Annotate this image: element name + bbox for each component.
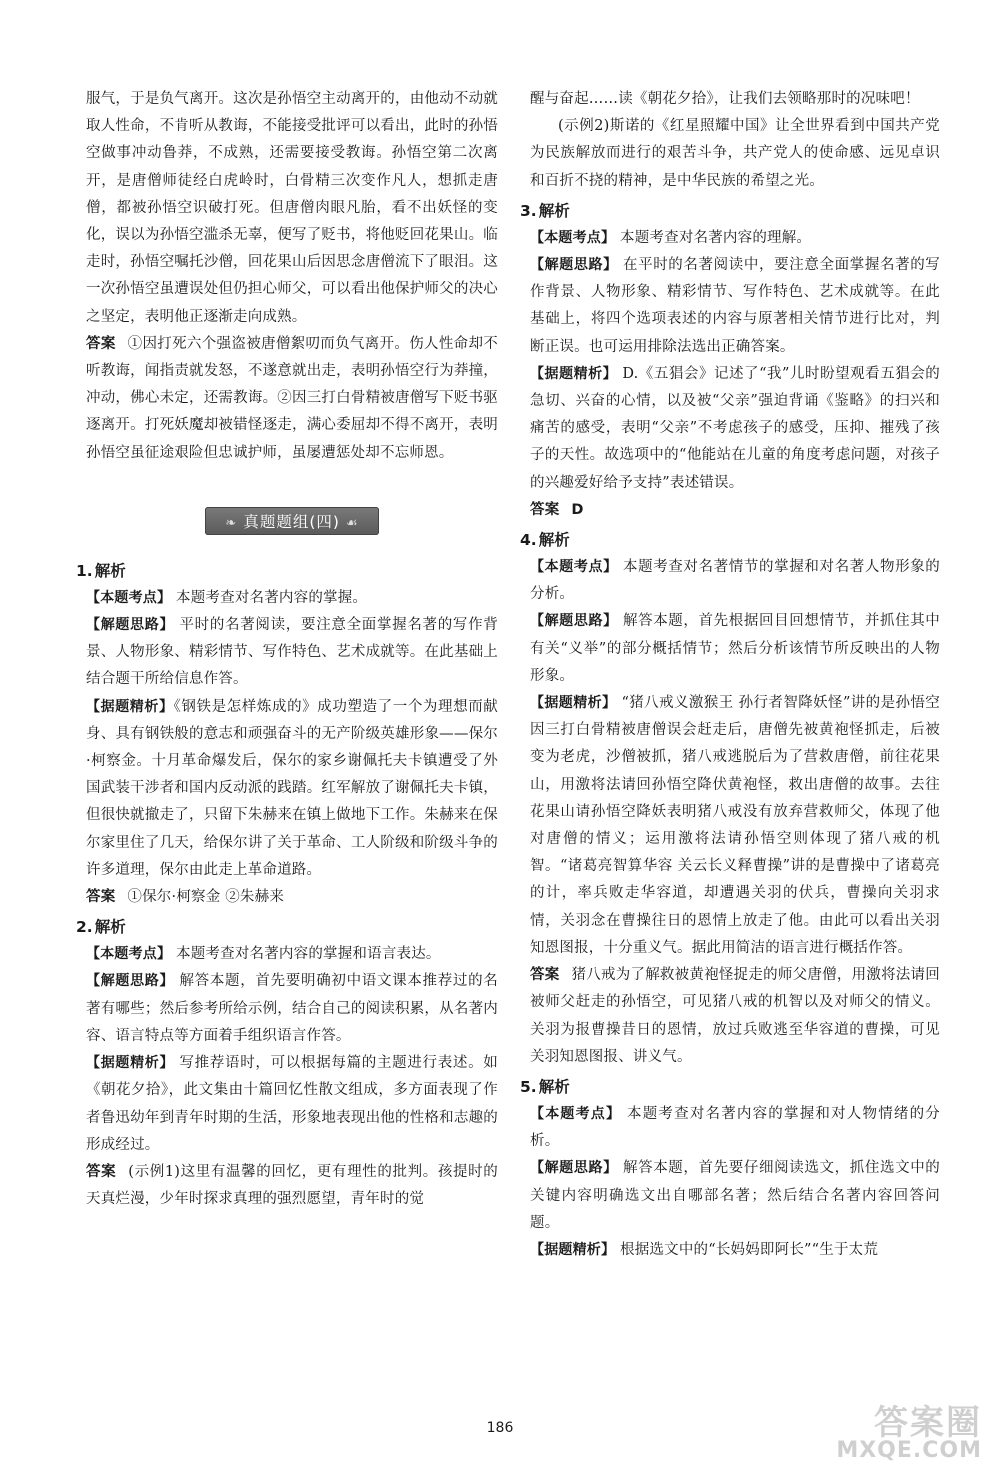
section-banner-box bbox=[205, 507, 378, 535]
q4-heading bbox=[520, 526, 940, 554]
q3-heading bbox=[520, 197, 940, 225]
watermark-logo bbox=[836, 1395, 982, 1463]
q3-silu-text: 在平时的名著阅读中，要注意全面掌握名著的写作背景、人物形象、精彩情节、写作特色、艺术成就等。在此基础上，将四个选项表述的内容与原著相关情节进行比对，判断正误。也可运用排除法选出正确答案。 bbox=[530, 257, 941, 355]
jingxi-label: 【据题精析】 bbox=[86, 698, 174, 715]
q4-silu-text: 解答本题，首先根据回目回想情节，并抓住其中有关“义举”的部分概括情节；然后分析该情节所反映出的人物形象。 bbox=[530, 613, 941, 684]
kaodian-label: 【本题考点】 bbox=[530, 1105, 622, 1122]
answer-label: 答案 bbox=[86, 1163, 117, 1180]
jingxi-label: 【据题精析】 bbox=[530, 365, 618, 382]
q2-example-2: (示例2)斯诺的《红星照耀中国》让全世界看到中国共产党为民族解放而进行的艰苦斗争，共产党人的使命感、远见卓识和百折不挠的精神，是中华民族的希望之光。 bbox=[530, 118, 940, 189]
q2-jingxi bbox=[86, 1050, 498, 1159]
watermark-url: MXQE.COM bbox=[836, 1438, 982, 1463]
q3-jingxi-text: D.《五猖会》记述了“我”儿时盼望观看五猖会的急切、兴奋的心情，以及被“父亲”强迫背诵《鉴略》的扫兴和痛苦的感受，表明“父亲”不考虑孩子的感受，压抑、摧残了孩子的天性。故选项中的“他能站在儿童的角度考虑问题，对孩子的兴趣爱好给予支持”表述错误。 bbox=[530, 365, 940, 491]
q2-answer-continued: 醒与奋起……读《朝花夕拾》，让我们去领略那时的况味吧！ bbox=[530, 91, 920, 107]
q2-answer-text: (示例1)这里有温馨的回忆，更有理性的批判。孩提时的天真烂漫，少年时探求真理的强烈愿望，青年时的觉 bbox=[86, 1163, 498, 1208]
answer-label: 答案 bbox=[530, 501, 560, 518]
q3-number: 3. bbox=[520, 201, 537, 220]
q3-jiexi: 解析 bbox=[538, 201, 570, 220]
q1-answer-text: ①保尔·柯察金 ②朱赫来 bbox=[127, 889, 285, 906]
q5-silu-text: 解答本题，首先要仔细阅读选文，抓住选文中的关键内容明确选文出自哪部名著；然后结合名著内容回答问题。 bbox=[530, 1160, 941, 1231]
kaodian-label: 【本题考点】 bbox=[86, 589, 172, 606]
q3-jingxi bbox=[530, 361, 940, 497]
q4-number: 4. bbox=[520, 531, 537, 550]
q1-heading bbox=[76, 557, 498, 585]
q5-jingxi bbox=[530, 1237, 940, 1264]
q1-jingxi bbox=[86, 694, 498, 884]
q1-jingxi-text: 《钢铁是怎样炼成的》成功塑造了一个为理想而献身、具有钢铁般的意志和顽强奋斗的无产阶级英雄形象——保尔·柯察金。十月革命爆发后，保尔的家乡谢佩托夫卡镇遭受了外国武装干涉者和国内反动派的践踏。红军解放了谢佩托夫卡镇，但很快就撤走了，只留下朱赫来在镇上做地下工作。朱赫来在保尔家里住了几天，给保尔讲了关于革命、工人阶级和阶级斗争的许多道理，保尔由此走上革命道路。 bbox=[86, 698, 499, 878]
q5-jiexi: 解析 bbox=[538, 1077, 570, 1096]
q5-kaodian bbox=[530, 1101, 940, 1155]
silu-label: 【解题思路】 bbox=[86, 617, 175, 634]
silu-label: 【解题思路】 bbox=[530, 613, 618, 630]
q2-kaodian-text: 本题考查对名著内容的掌握和语言表达。 bbox=[176, 946, 441, 963]
answer-label: 答案 bbox=[86, 889, 116, 906]
q3-answer bbox=[530, 497, 940, 524]
q4-jingxi bbox=[530, 690, 940, 962]
silu-label: 【解题思路】 bbox=[530, 1160, 618, 1177]
q2-heading bbox=[76, 913, 498, 941]
kaodian-label: 【本题考点】 bbox=[86, 946, 172, 963]
q2-number: 2. bbox=[76, 918, 93, 937]
kaodian-label: 【本题考点】 bbox=[530, 229, 616, 246]
q1-silu bbox=[86, 612, 498, 694]
answer-label: 答案 bbox=[530, 967, 560, 984]
section-banner bbox=[86, 507, 498, 535]
q4-kaodian bbox=[530, 554, 940, 608]
right-ornament-icon: ☙ bbox=[345, 515, 359, 531]
q2-jingxi-text: 写推荐语时，可以根据每篇的主题进行表述。如《朝花夕拾》，此文集由十篇回忆性散文组成，多方面表现了作者鲁迅幼年到青年时期的生活，形象地表现出他的性格和志趣的形成经过。 bbox=[86, 1055, 499, 1153]
silu-label: 【解题思路】 bbox=[530, 257, 618, 274]
q5-silu bbox=[530, 1155, 940, 1237]
q4-jingxi-text: “猪八戒义激猴王 孙行者智降妖怪”讲的是孙悟空因三打白骨精被唐僧误会赶走后，唐僧先被黄袍怪抓走，后被变为老虎，沙僧被抓，猪八戒逃脱后为了营救唐僧，前往花果山，用激将法请回孙悟空降伏黄袍怪，救出唐僧的故事。去往花果山请孙悟空降妖表明猪八戒没有放弃营救师父，体现了他对唐僧的情义；运用激将法请孙悟空则体现了猪八戒的机智。“诸葛亮智算华容 关云长义释曹操”讲的是曹操中了诸葛亮的计，率兵败走华容道，却遭遇关羽的伏兵，曹操向关羽求情，关羽念在曹操往日的恩情上放走了他。由此可以看出关羽知恩图报，十分重义气。据此用简洁的语言进行概括作答。 bbox=[530, 695, 940, 956]
answer-label: 答案 bbox=[86, 335, 116, 352]
jingxi-label: 【据题精析】 bbox=[530, 695, 617, 712]
q2-silu bbox=[86, 968, 498, 1050]
jingxi-label: 【据题精析】 bbox=[530, 1241, 616, 1258]
q1-kaodian-text: 本题考查对名著内容的掌握。 bbox=[176, 589, 368, 606]
q2-silu-text: 解答本题，首先要明确初中语文课本推荐过的名著有哪些；然后参考所给示例，结合自己的阅读积累，从名著内容、语言特点等方面着手组织语言作答。 bbox=[86, 973, 499, 1044]
q3-kaodian-text: 本题考查对名著内容的理解。 bbox=[620, 229, 812, 246]
q5-kaodian-text: 本题考查对名著内容的掌握和对人物情绪的分析。 bbox=[530, 1105, 941, 1150]
section-banner-title: 真题题组(四) bbox=[243, 512, 340, 531]
q4-answer-text: 猪八戒为了解救被黄袍怪捉走的师父唐僧，用激将法请回被师父赶走的孙悟空，可见猪八戒的机智以及对师父的情义。关羽为报曹操昔日的恩情，放过兵败逃至华容道的曹操，可见关羽知恩图报、讲义气。 bbox=[530, 967, 940, 1065]
kaodian-label: 【本题考点】 bbox=[530, 559, 618, 576]
q4-kaodian-text: 本题考查对名著情节的掌握和对名著人物形象的分析。 bbox=[530, 559, 941, 603]
q1-kaodian bbox=[86, 585, 498, 612]
left-ornament-icon: ❧ bbox=[225, 515, 238, 531]
intro-answer-text: ①因打死六个强盗被唐僧絮叨而负气离开。伤人性命却不听教诲，闻指责就发怒，不遂意就出走，表明孙悟空行为莽撞，冲动，佛心未定，还需教诲。②因三打白骨精被唐僧写下贬书驱逐离开。打死妖魔却被错怪逐走，满心委屈却不得不离开，表明孙悟空虽征途艰险但忠诚护师，虽屡遭惩处却不忘师恩。 bbox=[86, 335, 498, 461]
watermark-main: 答案圈 bbox=[874, 1403, 982, 1443]
q1-answer bbox=[86, 884, 498, 911]
q5-number: 5. bbox=[520, 1077, 537, 1096]
page-number: 186 bbox=[486, 1420, 514, 1436]
q1-silu-text: 平时的名著阅读，要注意全面掌握名著的写作背景、人物形象、精彩情节、写作特色、艺术成就等。在此基础上结合题干所给信息作答。 bbox=[86, 617, 499, 688]
q3-silu bbox=[530, 252, 940, 361]
intro-answer bbox=[86, 331, 498, 467]
q2-jiexi: 解析 bbox=[94, 918, 126, 937]
q1-number: 1. bbox=[76, 561, 93, 580]
left-column bbox=[76, 86, 499, 1213]
q4-jiexi: 解析 bbox=[538, 531, 570, 550]
q5-heading bbox=[520, 1073, 940, 1101]
q2-answer bbox=[86, 1159, 498, 1213]
q2-kaodian bbox=[86, 941, 498, 968]
q4-silu bbox=[530, 608, 940, 690]
q4-answer bbox=[530, 962, 940, 1071]
q5-jingxi-text: 根据选文中的“长妈妈即阿长”“生于太荒 bbox=[620, 1241, 879, 1258]
silu-label: 【解题思路】 bbox=[86, 973, 175, 990]
jingxi-label: 【据题精析】 bbox=[86, 1055, 175, 1072]
q1-jiexi: 解析 bbox=[94, 561, 126, 580]
intro-paragraph: 服气，于是负气离开。这次是孙悟空主动离开的，由他动不动就取人性命，不肯听从教诲，不能接受批评可以看出，此时的孙悟空做事冲动鲁莽，不成熟，还需要接受教诲。孙悟空第二次离开，是唐僧师徒经白虎岭时，白骨精三次变作凡人，想抓走唐僧，都被孙悟空识破打死。但唐僧肉眼凡胎，看不出妖怪的变化，误以为孙悟空滥杀无辜，便写了贬书，将他贬回花果山。临走时，孙悟空嘱托沙僧，回花果山后因思念唐僧流下了眼泪。这一次孙悟空虽遭误处但仍担心师父，可以看出他保护师父的决心之坚定，表明他正逐渐走向成熟。 bbox=[86, 91, 498, 325]
q3-kaodian bbox=[530, 225, 940, 252]
right-column bbox=[520, 86, 941, 1264]
q3-answer-text: D bbox=[571, 501, 584, 518]
